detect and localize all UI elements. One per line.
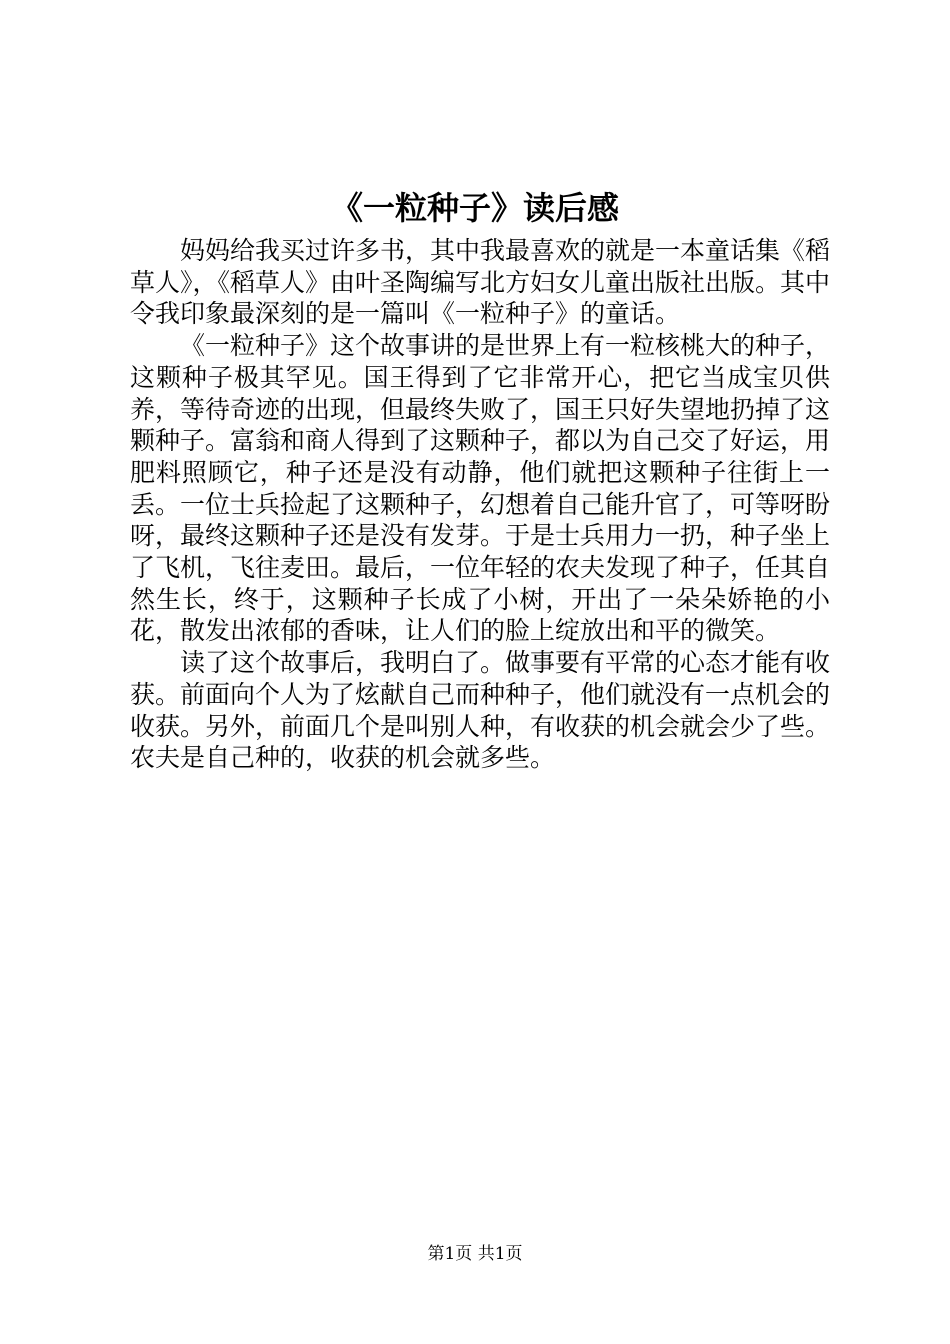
paragraph-1: 妈妈给我买过许多书，其中我最喜欢的就是一本童话集《稻草人》，《稻草人》由叶圣陶编写北方妇女儿童出版社出版。其中令我印象最深刻的是一篇叫《一粒种子》的童话。 bbox=[130, 236, 831, 329]
paragraph-2: 《一粒种子》这个故事讲的是世界上有一粒核桃大的种子，这颗种子极其罕见。国王得到了它非常开心，把它当成宝贝供养，等待奇迹的出现，但最终失败了，国王只好失望地扔掉了这颗种子。富翁和商人得到了这颗种子，都以为自己交了好运，用肥料照顾它，种子还是没有动静，他们就把这颗种子往街上一丢。一位士兵捡起了这颗种子，幻想着自己能升官了，可等呀盼呀，最终这颗种子还是没有发芽。于是士兵用力一扔，种子坐上了飞机，飞往麦田。最后，一位年轻的农夫发现了种子，任其自然生长，终于，这颗种子长成了小树，开出了一朵朵娇艳的小花，散发出浓郁的香味，让人们的脸上绽放出和平的微笑。 bbox=[130, 331, 831, 646]
document-title: 《一粒种子》读后感 bbox=[330, 189, 619, 227]
paragraph-3: 读了这个故事后，我明白了。做事要有平常的心态才能有收获。前面向个人为了炫献自己而种种子，他们就没有一点机会的收获。另外，前面几个是叫别人种，有收获的机会就会少了些。农夫是自己种的，收获的机会就多些。 bbox=[130, 648, 831, 773]
document-body bbox=[130, 235, 830, 774]
page-footer: 第1页 共1页 bbox=[427, 1244, 523, 1264]
